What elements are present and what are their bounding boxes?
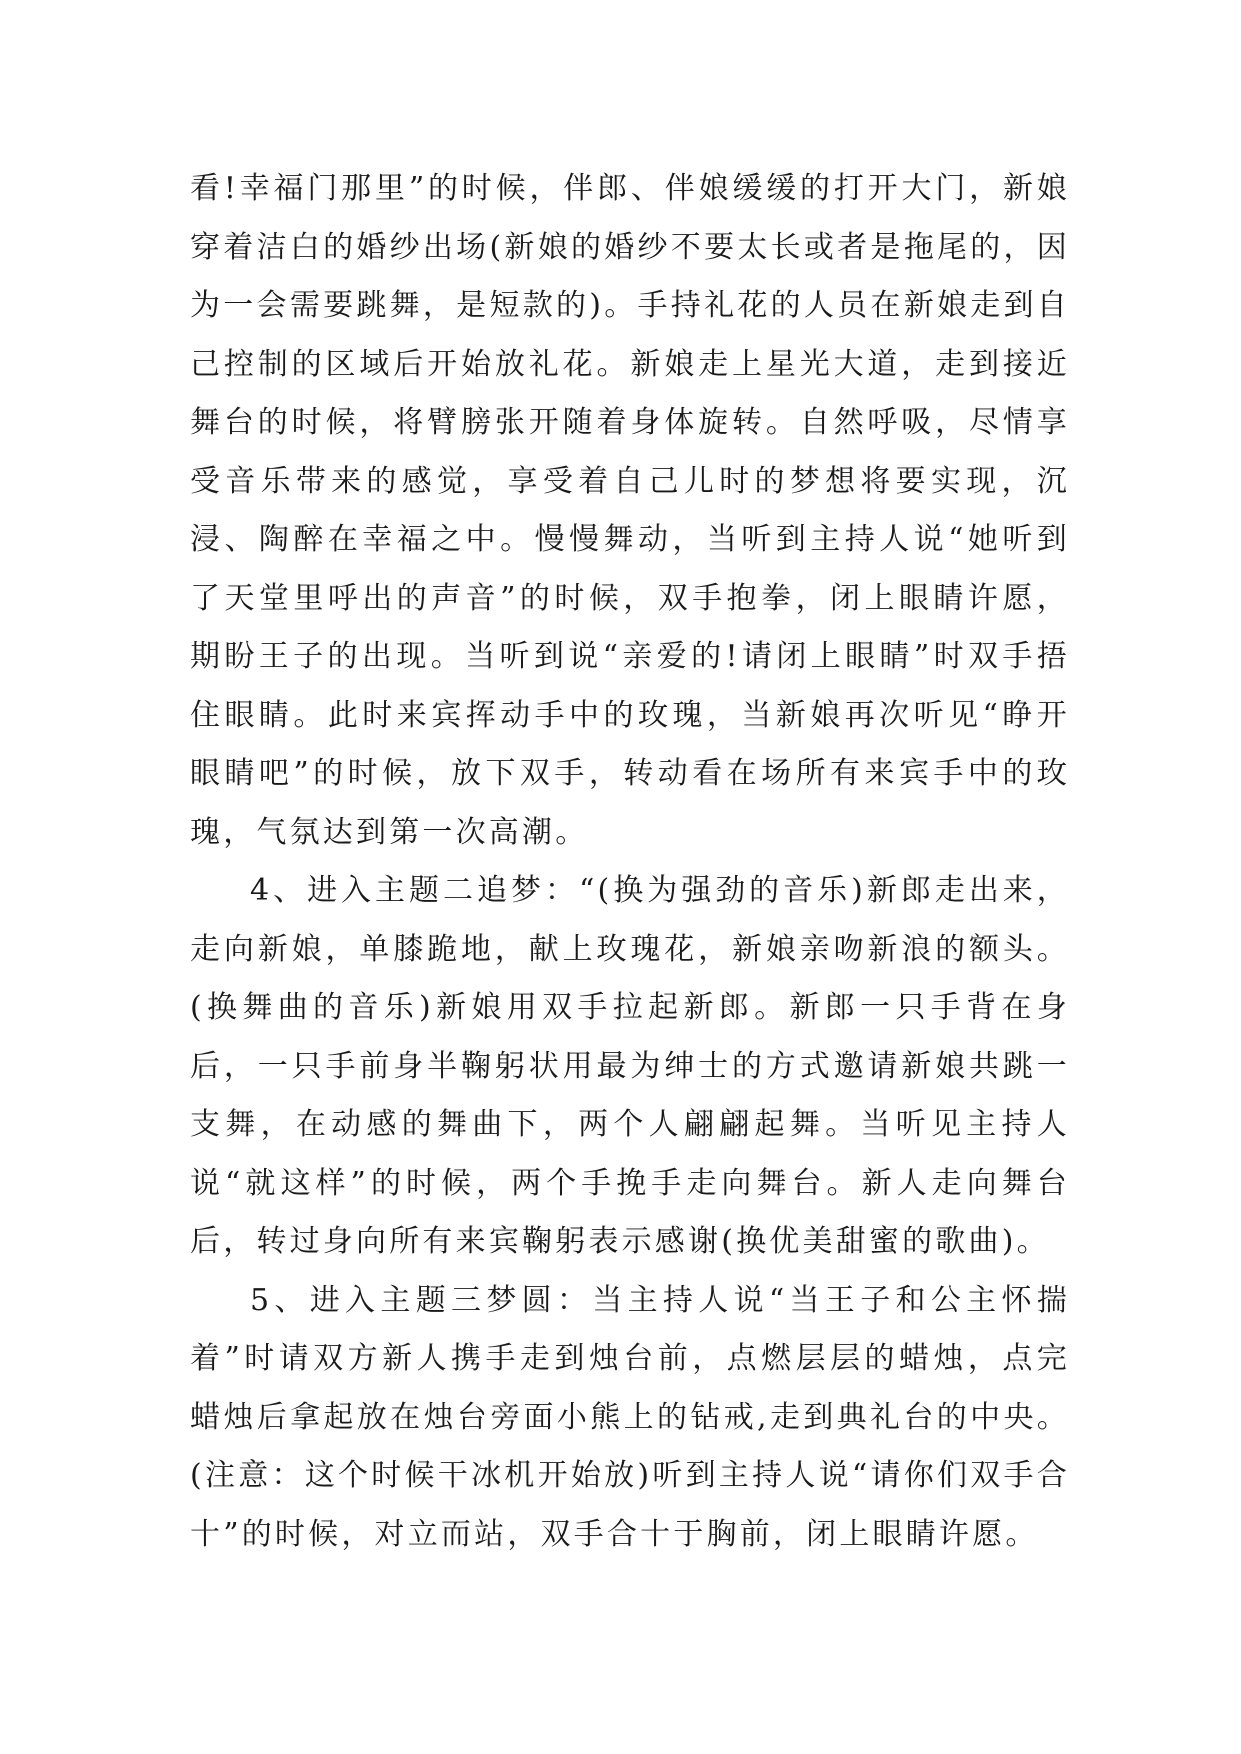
paragraph-bride-entrance: 看!幸福门那里”的时候，伴郎、伴娘缓缓的打开大门，新娘穿着洁白的婚纱出场(新娘的婚纱不要太长或者是拖尾的，因为一会需要跳舞，是短款的)。手持礼花的人员在新娘走到自己控制的区域后开始放礼花。新娘走上星光大道，走到接近舞台的时候，将臂膀张开随着身体旋转。自然呼吸，尽情享受音乐带来的感觉，享受着自己儿时的梦想将要实现，沉浸、陶醉在幸福之中。慢慢舞动，当听到主持人说“她听到了天堂里呼出的声音”的时候，双手抱拳，闭上眼睛许愿，期盼王子的出现。当听到说“亲爱的!请闭上眼睛”时双手捂住眼睛。此时来宾挥动手中的玫瑰，当新娘再次听见“睁开眼睛吧”的时候，放下双手，转动看在场所有来宾手中的玫瑰，气氛达到第一次高潮。: [190, 171, 1070, 850]
document-body: [190, 160, 1070, 1564]
paragraph-theme-two: 4、进入主题二追梦：“(换为强劲的音乐)新郎走出来，走向新娘，单膝跪地，献上玫瑰花，新娘亲吻新浪的额头。(换舞曲的音乐)新娘用双手拉起新郎。新郎一只手背在身后，一只手前身半鞠躬状用最为绅士的方式邀请新娘共跳一支舞，在动感的舞曲下，两个人翩翩起舞。当听见主持人说“就这样”的时候，两个手挽手走向舞台。新人走向舞台后，转过身向所有来宾鞠躬表示感谢(换优美甜蜜的歌曲)。: [190, 873, 1071, 1259]
paragraph-theme-three: 5、进入主题三梦圆：当主持人说“当王子和公主怀揣着”时请双方新人携手走到烛台前，点燃层层的蜡烛，点完蜡烛后拿起放在烛台旁面小熊上的钻戒,走到典礼台的中央。(注意：这个时候干冰机开始放)听到主持人说“请你们双手合十”的时候，对立而站，双手合十于胸前，闭上眼睛许愿。: [190, 1282, 1070, 1552]
